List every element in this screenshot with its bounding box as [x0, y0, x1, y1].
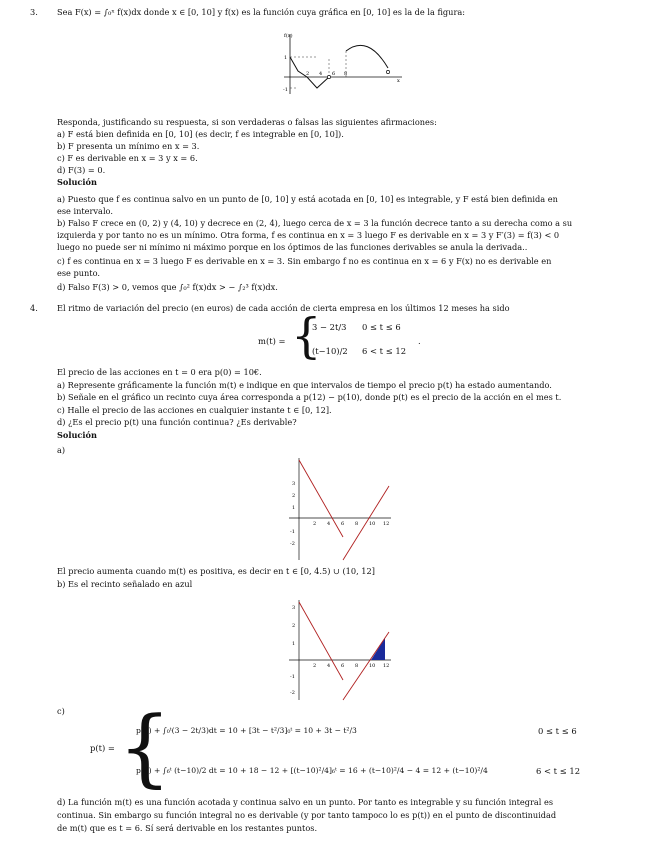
p-piece-1: p(0) + ∫₀ᵗ(3 − 2t/3)dt = 10 + [3t − t²/3]₀ᵗ = 10 + 3t − t²/3	[136, 726, 357, 735]
p-brace: {	[118, 698, 172, 796]
x-tick-2: 2	[306, 71, 310, 77]
y-tick: -2	[290, 541, 295, 547]
claim-b: b) F presenta un mínimo en x = 3.	[57, 141, 200, 151]
solution-3-line: a) Puesto que f es continua salvo en un punto de [0, 10] y está acotada en [0, 10] es integrable, y F está bien definida en	[57, 194, 558, 204]
y-tick: 3	[292, 605, 296, 611]
y-tick: -2	[290, 690, 295, 696]
m-piece-2-cond: 6 < t ≤ 12	[362, 346, 407, 356]
x-tick: 4	[327, 663, 331, 669]
m-graph-shaded	[285, 598, 395, 702]
x-tick: 10	[369, 521, 376, 527]
problem-4-statement: El ritmo de variación del precio (en euros) de cada acción de cierta empresa en los últimos 12 meses ha sido	[57, 303, 510, 313]
p-lhs: p(t) =	[90, 743, 115, 753]
question-d: d) ¿Es el precio p(t) una función continua? ¿Es derivable?	[57, 417, 297, 427]
piecewise-linear-part	[290, 57, 329, 88]
p-piece-2-cond: 6 < t ≤ 12	[536, 766, 581, 776]
y-axis-label: f(x)	[284, 33, 293, 39]
semicircle-part	[346, 45, 388, 68]
problem-3-number: 3.	[30, 7, 38, 17]
m-period: .	[418, 336, 421, 346]
open-point	[327, 75, 330, 78]
y-tick: 2	[292, 493, 296, 499]
m-piece-2-expr: (t−10)/2	[312, 346, 348, 356]
solution-3-line: izquierda y por tanto no es un mínimo. Otra forma, f es continua en x = 3 luego F es derivable en x = 3 y F′(3) = f(3) < 0	[57, 230, 560, 240]
x-tick: 8	[355, 663, 359, 669]
x-tick: 10	[369, 663, 376, 669]
x-tick: 8	[355, 521, 359, 527]
claim-c: c) F es derivable en x = 3 y x = 6.	[57, 153, 198, 163]
part-d-line: de m(t) que es t = 6. Sí será derivable en los restantes puntos.	[57, 823, 318, 833]
claim-a: a) F está bien definida en [0, 10] (es decir, f es integrable en [0, 10]).	[57, 129, 344, 139]
problem-3-intro: Responda, justificando su respuesta, si son verdaderas o falsas las siguientes afirmaciones:	[57, 117, 437, 127]
m-graph	[285, 456, 395, 562]
p-piece-1-cond: 0 ≤ t ≤ 6	[538, 726, 577, 736]
y-tick: 1	[292, 505, 296, 511]
x-axis-label: x	[397, 78, 400, 84]
y-tick: 1	[292, 641, 296, 647]
question-b: b) Señale en el gráfico un recinto cuya área corresponda a p(12) − p(10), donde p(t) es el precio de la acción en el mes t.	[57, 392, 562, 402]
increase-statement: El precio aumenta cuando m(t) es positiva, es decir en t ∈ [0, 4.5) ∪ (10, 12]	[57, 566, 375, 576]
part-d-line: d) La función m(t) es una función acotada y continua salvo en un punto. Por tanto es integrable y su función integral es	[57, 797, 554, 807]
question-c: c) Halle el precio de las acciones en cualquier instante t ∈ [0, 12].	[57, 405, 332, 415]
problem-4-number: 4.	[30, 303, 38, 313]
y-tick-1: 1	[284, 55, 288, 61]
solution-3-line: luego no puede ser ni mínimo ni máximo porque en los óptimos de las funciones derivables se anula la derivada..	[57, 242, 528, 252]
initial-price: El precio de las acciones en t = 0 era p(0) = 10€.	[57, 367, 262, 377]
m-segment-1	[299, 460, 343, 537]
solution-title-3: Solución	[57, 177, 97, 187]
y-tick: 3	[292, 481, 296, 487]
solution-3-line: d) Falso F(3) > 0, vemos que ∫₀² f(x)dx > − ∫₂³ f(x)dx.	[57, 282, 278, 292]
m-brace: {	[291, 308, 322, 364]
x-tick: 2	[313, 663, 317, 669]
x-tick: 2	[313, 521, 317, 527]
part-c-label: c)	[57, 706, 65, 716]
x-tick-4: 4	[319, 71, 323, 77]
part-d-line: continua. Sin embargo su función integral no es derivable (y por tanto tampoco lo es p(t)) en el punto de discontinuidad	[57, 810, 557, 820]
x-tick: 12	[383, 663, 390, 669]
x-tick: 6	[341, 521, 345, 527]
m-segment-1	[299, 602, 343, 680]
solution-title-4: Solución	[57, 430, 97, 440]
m-piece-1-expr: 3 − 2t/3	[312, 322, 347, 332]
y-tick-neg1: -1	[283, 87, 288, 93]
p-piece-2: p(6) + ∫₆ᵗ (t−10)/2 dt = 10 + 18 − 12 + [(t−10)²/4]₆ᵗ = 16 + (t−10)²/4 − 4 = 12 + (t−10)²/4	[136, 766, 488, 775]
solution-3-line: ese punto.	[57, 268, 100, 278]
y-tick: -1	[290, 674, 295, 680]
y-tick: -1	[290, 529, 295, 535]
x-tick: 12	[383, 521, 390, 527]
part-b-text: b) Es el recinto señalado en azul	[57, 579, 193, 589]
y-tick: 2	[292, 623, 296, 629]
m-piece-1-cond: 0 ≤ t ≤ 6	[362, 322, 401, 332]
m-lhs: m(t) =	[258, 336, 286, 346]
claim-d: d) F(3) = 0.	[57, 165, 106, 175]
solution-3-line: c) f es continua en x = 3 luego F es derivable en x = 3. Sin embargo f no es continua en x = 6 y F(x) no es derivable en	[57, 256, 552, 266]
problem-3-statement: Sea F(x) = ∫₀ˣ f(x)dx donde x ∈ [0, 10] y f(x) es la función cuya gráfica en [0, 10] es la de la figura:	[57, 7, 466, 17]
problem-3-figure	[276, 30, 406, 98]
x-tick: 6	[341, 663, 345, 669]
part-a-label: a)	[57, 445, 66, 455]
question-a: a) Represente gráficamente la función m(t) e indique en que intervalos de tiempo el precio p(t) ha estado aumentando.	[57, 380, 552, 390]
x-tick-6: 6	[332, 71, 336, 77]
end-point	[386, 70, 389, 73]
x-tick-8: 8	[344, 71, 348, 77]
solution-3-line: b) Falso F crece en (0, 2) y (4, 10) y decrece en (2, 4), luego cerca de x = 3 la función decrece tanto a su derecha como a su	[57, 218, 573, 228]
solution-3-line: ese intervalo.	[57, 206, 113, 216]
x-tick: 4	[327, 521, 331, 527]
